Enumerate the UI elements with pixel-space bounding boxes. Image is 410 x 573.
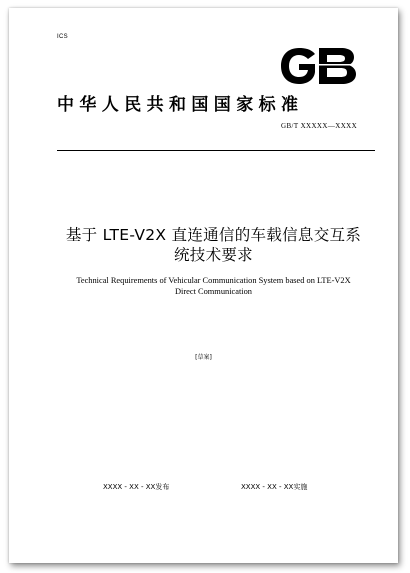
chinese-title xyxy=(47,225,380,265)
national-standard-title: 中华人民共和国国家标准 xyxy=(57,95,304,115)
gb-logo-icon xyxy=(279,46,357,86)
chinese-title-line-2: 统技术要求 xyxy=(173,246,253,264)
implement-date: XXXX - XX - XX实施 xyxy=(241,483,308,491)
chinese-title-line-1: 基于 LTE-V2X 直连通信的车载信息交互系 xyxy=(65,226,362,244)
english-title-line-2: Direct Communication xyxy=(175,287,252,296)
header-divider xyxy=(57,150,375,151)
draft-label: [草案] xyxy=(195,354,212,361)
publish-date: XXXX - XX - XX发布 xyxy=(103,483,170,491)
ics-label: ICS xyxy=(57,34,68,40)
document-page xyxy=(9,8,398,563)
english-title-line-1: Technical Requirements of Vehicular Communication System based on LTE-V2X xyxy=(76,276,351,285)
english-title xyxy=(37,275,390,297)
standard-number: GB/T XXXXX—XXXX xyxy=(281,122,358,130)
